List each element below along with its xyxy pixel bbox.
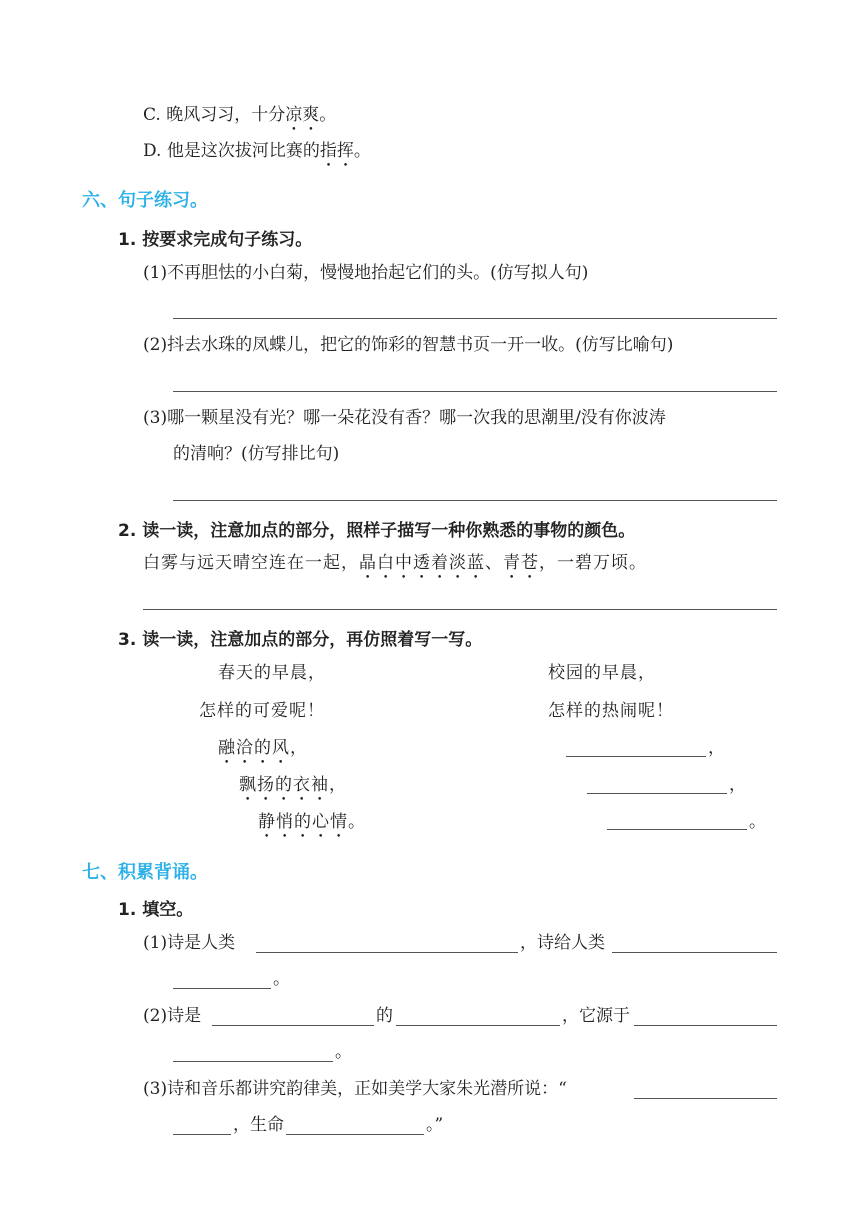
option-d-text: D. 他是这次拔河比赛的 bbox=[143, 141, 320, 161]
fill-3-blank-1b[interactable] bbox=[173, 1134, 231, 1135]
fill-2-text-c: ，它源于 bbox=[562, 1006, 630, 1026]
q6-2-example-suffix: ，一碧万顷。 bbox=[539, 553, 647, 573]
q6-3-title: 3. 读一读，注意加点的部分，再仿照着写一写。 bbox=[118, 630, 483, 650]
q6-1-title: 1. 按要求完成句子练习。 bbox=[118, 230, 313, 250]
section-7-title: 七、积累背诵。 bbox=[82, 862, 208, 883]
section-6-title: 六、句子练习。 bbox=[82, 190, 208, 211]
poem-left-line-3 bbox=[218, 737, 308, 768]
poem-right-line-4-end: ， bbox=[729, 775, 747, 795]
poem-right-line-5-end: 。 bbox=[749, 812, 767, 832]
answer-line-6-2[interactable] bbox=[143, 609, 777, 610]
q6-2-example-dotted-2: 青苍 bbox=[503, 553, 539, 573]
fill-3-blank-1a[interactable] bbox=[634, 1098, 777, 1099]
fill-3-blank-2[interactable] bbox=[286, 1134, 424, 1135]
q7-1-title: 1. 填空。 bbox=[118, 900, 194, 920]
poem-left-line-4 bbox=[239, 774, 347, 805]
poem-right-line-2: 怎样的热闹呢！ bbox=[548, 701, 674, 721]
fill-1-blank-1[interactable] bbox=[256, 952, 518, 953]
poem-left-line-5 bbox=[258, 811, 366, 842]
option-d-end: 。 bbox=[353, 141, 371, 161]
option-c bbox=[143, 104, 336, 135]
fill-2-text-b: 的 bbox=[376, 1006, 393, 1026]
answer-line-6-1-2[interactable] bbox=[173, 391, 777, 392]
poem-right-line-3-end: ， bbox=[708, 738, 726, 758]
q6-2-example-comma: 、 bbox=[485, 553, 503, 573]
poem-left-line-2: 怎样的可爱呢！ bbox=[199, 701, 325, 721]
poem-left-line-5-dotted: 静悄的心情 bbox=[258, 812, 348, 832]
option-d-dotted: 指挥 bbox=[319, 141, 354, 161]
fill-1-text-a: (1)诗是人类 bbox=[143, 933, 236, 953]
poem-left-line-3-dotted: 融洽的风 bbox=[218, 738, 290, 758]
answer-line-6-1-1[interactable] bbox=[173, 318, 777, 319]
poem-right-blank-5[interactable] bbox=[607, 829, 747, 830]
fill-1-blank-2b[interactable] bbox=[173, 988, 271, 989]
q6-2-example-dotted-1: 晶白中透着淡蓝 bbox=[359, 553, 485, 573]
q6-1-s3-line2: 的清响？(仿写排比句) bbox=[173, 444, 340, 464]
q6-1-s1: (1)不再胆怯的小白菊，慢慢地抬起它们的头。(仿写拟人句) bbox=[143, 263, 589, 283]
option-d bbox=[143, 140, 371, 171]
fill-2-end: 。 bbox=[335, 1042, 352, 1062]
option-c-text: C. 晚风习习，十分 bbox=[143, 105, 286, 125]
poem-right-blank-4[interactable] bbox=[587, 793, 727, 794]
fill-3-text-a: (3)诗和音乐都讲究韵律美，正如美学大家朱光潜所说：“ bbox=[143, 1079, 567, 1099]
answer-line-6-1-3[interactable] bbox=[173, 500, 777, 501]
option-c-end: 。 bbox=[319, 105, 337, 125]
fill-1-text-b: ，诗给人类 bbox=[520, 933, 605, 953]
fill-3-end: 。” bbox=[426, 1115, 444, 1135]
q6-2-title: 2. 读一读，注意加点的部分，照样子描写一种你熟悉的事物的颜色。 bbox=[118, 521, 636, 541]
q6-2-example-prefix: 白雾与远天晴空连在一起， bbox=[143, 553, 359, 573]
fill-1-blank-2a[interactable] bbox=[612, 952, 777, 953]
option-c-dotted: 凉爽 bbox=[285, 105, 320, 125]
q6-1-s3-line1: (3)哪一颗星没有光？哪一朵花没有香？哪一次我的思潮里/没有你波涛 bbox=[143, 408, 666, 428]
poem-left-line-5-end: 。 bbox=[348, 812, 366, 832]
fill-2-blank-2[interactable] bbox=[396, 1025, 560, 1026]
poem-right-line-1: 校园的早晨， bbox=[548, 663, 656, 683]
fill-2-blank-3b[interactable] bbox=[173, 1061, 333, 1062]
poem-left-line-4-dotted: 飘扬的衣袖 bbox=[239, 775, 329, 795]
poem-left-line-4-end: ， bbox=[329, 775, 347, 795]
poem-left-line-3-end: ， bbox=[290, 738, 308, 758]
q6-1-s2: (2)抖去水珠的凤蝶儿，把它的饰彩的智慧书页一开一收。(仿写比喻句) bbox=[143, 335, 674, 355]
poem-right-blank-3[interactable] bbox=[566, 756, 706, 757]
poem-left-line-1: 春天的早晨， bbox=[218, 663, 326, 683]
q6-2-example bbox=[143, 552, 647, 583]
fill-1-end: 。 bbox=[273, 969, 290, 989]
fill-2-blank-1[interactable] bbox=[212, 1025, 374, 1026]
fill-3-text-b: ，生命 bbox=[233, 1115, 284, 1135]
fill-2-text-a: (2)诗是 bbox=[143, 1006, 202, 1026]
fill-2-blank-3a[interactable] bbox=[634, 1025, 777, 1026]
